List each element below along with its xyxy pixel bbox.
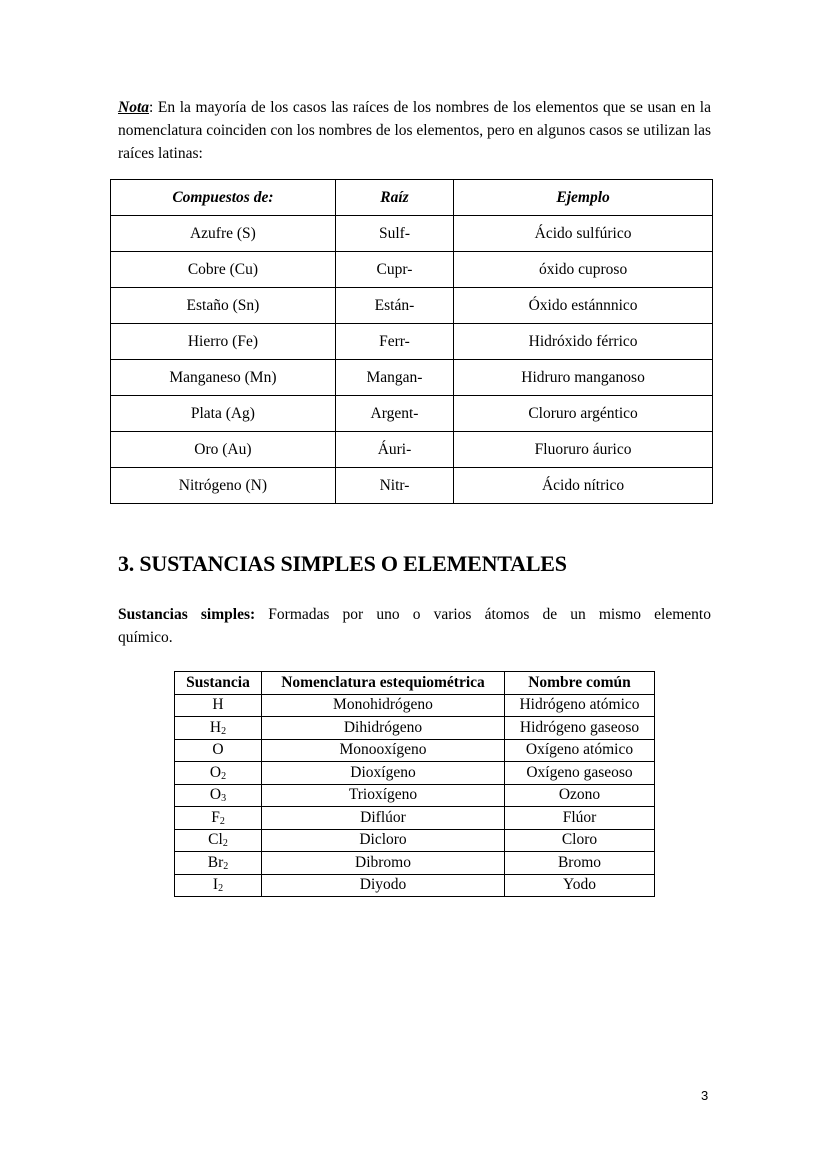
root-cell: Ferr- bbox=[335, 324, 453, 360]
table-row bbox=[111, 288, 713, 324]
table-row bbox=[111, 216, 713, 252]
stoichiometric-name-cell: Dioxígeno bbox=[262, 762, 505, 785]
section-title: 3. SUSTANCIAS SIMPLES O ELEMENTALES bbox=[118, 551, 567, 576]
note-text: : En la mayoría de los casos las raíces de los nombres de los elementos que se usan en la nomenclatura coinciden con los nombres de los elementos, pero en algunos casos se utilizan las raíces latinas: bbox=[118, 99, 711, 162]
common-name-cell: Hidrógeno gaseoso bbox=[505, 717, 655, 740]
table-row bbox=[111, 468, 713, 504]
substance-subscript: 2 bbox=[218, 883, 224, 895]
element-cell: Hierro (Fe) bbox=[111, 324, 336, 360]
stoichiometric-name-cell: Dihidrógeno bbox=[262, 717, 505, 740]
common-name-cell: Hidrógeno atómico bbox=[505, 694, 655, 717]
table-row bbox=[175, 717, 655, 740]
stoichiometric-name-cell: Diyodo bbox=[262, 874, 505, 897]
table-row bbox=[175, 829, 655, 852]
root-cell: Nitr- bbox=[335, 468, 453, 504]
substance-symbol: Br bbox=[207, 853, 224, 871]
substance-subscript: 3 bbox=[221, 793, 227, 805]
simple-substances-table bbox=[174, 671, 655, 897]
common-name-cell: Oxígeno atómico bbox=[505, 739, 655, 762]
substance-symbol: O bbox=[209, 763, 222, 781]
stoichiometric-name-cell: Trioxígeno bbox=[262, 784, 505, 807]
substance-cell bbox=[175, 829, 262, 852]
common-name-cell: Ozono bbox=[505, 784, 655, 807]
element-cell: Manganeso (Mn) bbox=[111, 360, 336, 396]
example-cell: Hidróxido férrico bbox=[454, 324, 713, 360]
element-cell: Plata (Ag) bbox=[111, 396, 336, 432]
table-row bbox=[175, 694, 655, 717]
substance-cell bbox=[175, 807, 262, 830]
substance-cell bbox=[175, 762, 262, 785]
table-header-row bbox=[111, 180, 713, 216]
table-row bbox=[175, 762, 655, 785]
example-cell: Fluoruro áurico bbox=[454, 432, 713, 468]
column-header: Ejemplo bbox=[454, 180, 713, 216]
common-name-cell: Flúor bbox=[505, 807, 655, 830]
table-row bbox=[175, 739, 655, 762]
example-cell: óxido cuproso bbox=[454, 252, 713, 288]
definition-line-2: químico. bbox=[118, 629, 173, 646]
example-cell: Hidruro manganoso bbox=[454, 360, 713, 396]
column-header: Raíz bbox=[335, 180, 453, 216]
note-paragraph bbox=[118, 96, 711, 165]
substance-cell bbox=[175, 717, 262, 740]
table-row bbox=[111, 252, 713, 288]
element-cell: Oro (Au) bbox=[111, 432, 336, 468]
substance-subscript: 2 bbox=[223, 860, 229, 872]
table-row bbox=[175, 807, 655, 830]
stoichiometric-name-cell: Monohidrógeno bbox=[262, 694, 505, 717]
definition-lead: Sustancias simples: bbox=[118, 606, 256, 623]
column-header: Sustancia bbox=[175, 672, 262, 695]
table-row bbox=[175, 874, 655, 897]
root-cell: Están- bbox=[335, 288, 453, 324]
root-cell: Argent- bbox=[335, 396, 453, 432]
column-header: Nomenclatura estequiométrica bbox=[262, 672, 505, 695]
stoichiometric-name-cell: Diflúor bbox=[262, 807, 505, 830]
example-cell: Ácido nítrico bbox=[454, 468, 713, 504]
column-header: Compuestos de: bbox=[111, 180, 336, 216]
latin-roots-table bbox=[110, 179, 713, 504]
column-header: Nombre común bbox=[505, 672, 655, 695]
substance-cell bbox=[175, 784, 262, 807]
substance-symbol: O bbox=[209, 786, 222, 804]
substance-subscript: 2 bbox=[219, 815, 225, 827]
substance-cell bbox=[175, 739, 262, 762]
substance-symbol: Cl bbox=[208, 831, 223, 849]
example-cell: Óxido estánnnico bbox=[454, 288, 713, 324]
root-cell: Áuri- bbox=[335, 432, 453, 468]
page-number: 3 bbox=[701, 1088, 709, 1103]
table-header-row bbox=[175, 672, 655, 695]
element-cell: Nitrógeno (N) bbox=[111, 468, 336, 504]
substance-symbol: F bbox=[211, 808, 220, 826]
table-row bbox=[111, 324, 713, 360]
root-cell: Sulf- bbox=[335, 216, 453, 252]
root-cell: Cupr- bbox=[335, 252, 453, 288]
example-cell: Cloruro argéntico bbox=[454, 396, 713, 432]
stoichiometric-name-cell: Dibromo bbox=[262, 852, 505, 875]
table-row bbox=[175, 852, 655, 875]
stoichiometric-name-cell: Monooxígeno bbox=[262, 739, 505, 762]
definition-text: Formadas por uno o varios átomos de un mismo elemento bbox=[268, 606, 711, 623]
example-cell: Ácido sulfúrico bbox=[454, 216, 713, 252]
common-name-cell: Yodo bbox=[505, 874, 655, 897]
substance-subscript: 2 bbox=[221, 770, 227, 782]
substance-cell bbox=[175, 874, 262, 897]
common-name-cell: Bromo bbox=[505, 852, 655, 875]
substance-subscript: 2 bbox=[222, 838, 228, 850]
table-row bbox=[111, 360, 713, 396]
common-name-cell: Cloro bbox=[505, 829, 655, 852]
substance-cell bbox=[175, 694, 262, 717]
table-row bbox=[111, 432, 713, 468]
simple-substances-definition bbox=[118, 603, 711, 649]
substance-symbol: H bbox=[209, 718, 222, 736]
element-cell: Estaño (Sn) bbox=[111, 288, 336, 324]
table-row bbox=[175, 784, 655, 807]
substance-subscript: 2 bbox=[221, 725, 227, 737]
stoichiometric-name-cell: Dicloro bbox=[262, 829, 505, 852]
element-cell: Azufre (S) bbox=[111, 216, 336, 252]
definition-line-1 bbox=[118, 603, 711, 626]
substance-symbol: I bbox=[212, 876, 219, 894]
root-cell: Mangan- bbox=[335, 360, 453, 396]
table-row bbox=[111, 396, 713, 432]
substance-cell bbox=[175, 852, 262, 875]
note-label: Nota bbox=[118, 99, 149, 116]
substance-symbol: H bbox=[212, 696, 224, 714]
element-cell: Cobre (Cu) bbox=[111, 252, 336, 288]
common-name-cell: Oxígeno gaseoso bbox=[505, 762, 655, 785]
substance-symbol: O bbox=[212, 741, 224, 759]
